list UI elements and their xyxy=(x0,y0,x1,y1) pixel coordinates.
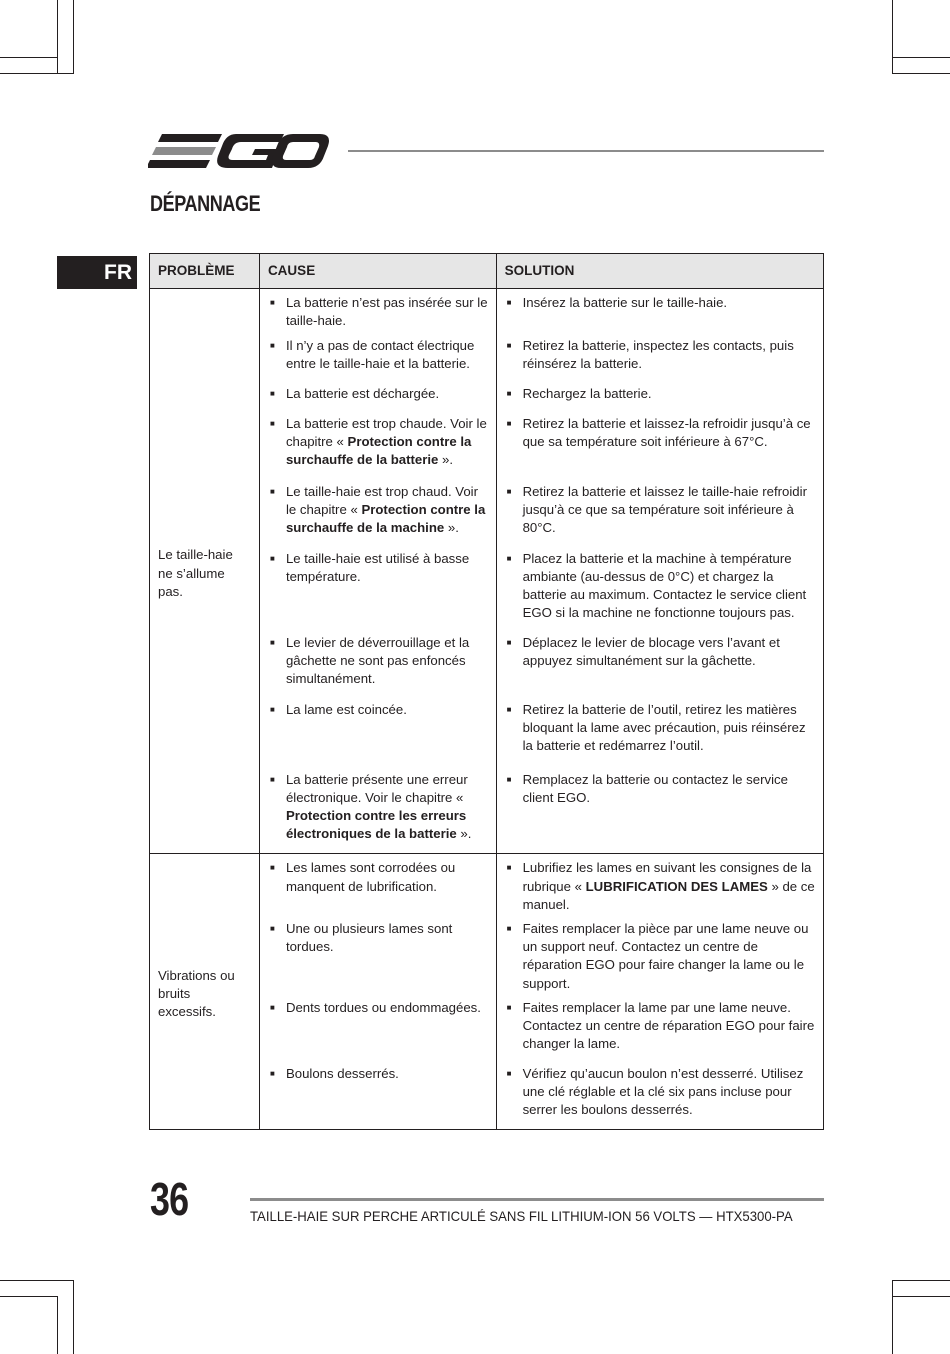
solution-item xyxy=(507,483,815,538)
bullet-square-icon: ■ xyxy=(506,923,512,933)
solution-item-text: Placez la batterie et la machine à température ambiante (au-dessus de 0°C) et chargez la batterie au maximum. Contactez le service client EGO si la machine ne fonctionne toujours pas. xyxy=(522,550,807,621)
solution-item-text: Remplacez la batterie ou contactez le service client EGO. xyxy=(522,771,788,805)
cause-item xyxy=(270,385,488,403)
cause-cell xyxy=(259,415,496,483)
troubleshooting-table xyxy=(149,253,824,1130)
cause-cell xyxy=(259,854,496,920)
solution-item xyxy=(507,1065,815,1120)
solution-item-text: Retirez la batterie de l’outil, retirez les matières bloquant la lame avec précaution, puis réinsérez la batterie et redémarrez l’outil. xyxy=(522,701,806,753)
solution-item xyxy=(507,701,815,756)
cause-cell xyxy=(259,920,496,999)
cause-item xyxy=(270,483,488,538)
solution-item xyxy=(507,385,815,403)
cause-item xyxy=(270,634,488,689)
bullet-square-icon: ■ xyxy=(269,553,275,563)
bullet-square-icon: ■ xyxy=(506,388,512,398)
solution-cell xyxy=(496,337,823,385)
bullet-square-icon: ■ xyxy=(269,637,275,647)
solution-item xyxy=(507,859,815,914)
cause-item-text: La batterie présente une erreur électronique. Voir le chapitre « Protection contre les erreurs électroniques de la batterie ». xyxy=(285,771,472,842)
bullet-square-icon: ■ xyxy=(269,486,275,496)
bullet-square-icon: ■ xyxy=(506,774,512,784)
bullet-square-icon: ■ xyxy=(269,388,275,398)
solution-cell xyxy=(496,920,823,999)
table-header-row xyxy=(150,254,824,289)
cause-item-text: Dents tordues ou endommagées. xyxy=(285,999,481,1015)
solution-cell xyxy=(496,550,823,634)
solution-cell xyxy=(496,385,823,415)
crop-mark xyxy=(57,1296,58,1354)
crop-mark xyxy=(0,1296,57,1297)
cause-cell xyxy=(259,1065,496,1130)
solution-cell xyxy=(496,634,823,701)
cause-cell xyxy=(259,289,496,337)
problem-cell: Le taille-haie ne s’allume pas. xyxy=(150,289,260,854)
bullet-square-icon: ■ xyxy=(269,418,275,428)
bullet-square-icon: ■ xyxy=(269,340,275,350)
header-solution: SOLUTION xyxy=(496,254,823,289)
bullet-square-icon: ■ xyxy=(506,1068,512,1078)
cause-cell xyxy=(259,999,496,1065)
bullet-square-icon: ■ xyxy=(506,1002,512,1012)
bullet-square-icon: ■ xyxy=(506,704,512,714)
cause-cell xyxy=(259,337,496,385)
cause-item xyxy=(270,701,488,719)
bullet-square-icon: ■ xyxy=(506,340,512,350)
bullet-square-icon: ■ xyxy=(269,1002,275,1012)
cause-item-text: La batterie est trop chaude. Voir le chapitre « Protection contre la surchauffe de la batterie ». xyxy=(285,415,487,467)
table-row xyxy=(150,854,824,920)
solution-item xyxy=(507,999,815,1054)
crop-mark xyxy=(892,1280,893,1354)
solution-item xyxy=(507,550,815,623)
cause-item xyxy=(270,337,488,373)
footer-rule xyxy=(250,1198,824,1201)
bullet-square-icon: ■ xyxy=(506,418,512,428)
cause-item xyxy=(270,771,488,844)
cause-item-text: Le taille-haie est utilisé à basse température. xyxy=(285,550,470,584)
bullet-square-icon: ■ xyxy=(506,637,512,647)
page-number: 36 xyxy=(150,1173,189,1225)
crop-mark xyxy=(0,73,73,74)
crop-mark xyxy=(73,0,74,74)
cause-item-text: La batterie n’est pas insérée sur le taille-haie. xyxy=(285,295,488,329)
solution-item-text: Vérifiez qu’aucun boulon n’est desserré. Utilisez une clé réglable et la clé six pans incluse pour serrer les boulons desserrés. xyxy=(522,1065,804,1118)
solution-item-text: Lubrifiez les lames en suivant les consignes de la rubrique « LUBRIFICATION DES LAMES » de ce manuel. xyxy=(522,860,815,912)
crop-mark xyxy=(57,0,58,74)
solution-item xyxy=(507,634,815,670)
cause-item-text: Boulons desserrés. xyxy=(285,1065,399,1081)
cause-item xyxy=(270,415,488,470)
problem-cell: Vibrations ou bruits excessifs. xyxy=(150,854,260,1130)
solution-cell xyxy=(496,771,823,854)
bullet-square-icon: ■ xyxy=(269,704,275,714)
solution-item-text: Faites remplacer la pièce par une lame neuve ou un support neuf. Contactez un centre de réparation EGO pour faire changer la lame ou le support. xyxy=(522,920,809,991)
cause-item xyxy=(270,859,488,895)
solution-item-text: Faites remplacer la lame par une lame neuve. Contactez un centre de réparation EGO pour faire changer la lame. xyxy=(522,999,815,1052)
table-body xyxy=(150,289,824,1130)
ego-logo xyxy=(148,128,333,174)
page-title: DÉPANNAGE xyxy=(150,191,261,216)
solution-item-text: Retirez la batterie, inspectez les contacts, puis réinsérez la batterie. xyxy=(522,337,794,371)
solution-item-text: Rechargez la batterie. xyxy=(522,385,652,401)
cause-cell xyxy=(259,550,496,634)
header-cause: CAUSE xyxy=(259,254,496,289)
crop-mark xyxy=(0,57,57,58)
cause-item-text: Les lames sont corrodées ou manquent de lubrification. xyxy=(285,860,456,894)
solution-cell xyxy=(496,415,823,483)
bullet-square-icon: ■ xyxy=(506,553,512,563)
crop-mark xyxy=(892,57,950,58)
bullet-square-icon: ■ xyxy=(269,774,275,784)
crop-mark xyxy=(892,0,893,74)
cause-item-text: Le levier de déverrouillage et la gâchette ne sont pas enfoncés simultanément. xyxy=(285,634,470,686)
solution-cell xyxy=(496,289,823,337)
cause-item xyxy=(270,550,488,586)
header-rule xyxy=(348,150,824,152)
solution-item-text: Déplacez le levier de blocage vers l’avant et appuyez simultanément sur la gâchette. xyxy=(522,634,780,668)
cause-cell xyxy=(259,483,496,550)
cause-item-text: Le taille-haie est trop chaud. Voir le chapitre « Protection contre la surchauffe de la machine ». xyxy=(285,483,486,535)
solution-item xyxy=(507,415,815,451)
bullet-square-icon: ■ xyxy=(269,923,275,933)
crop-mark xyxy=(73,1280,74,1354)
cause-item-text: La lame est coincée. xyxy=(285,701,407,717)
bullet-square-icon: ■ xyxy=(506,486,512,496)
cause-item xyxy=(270,999,488,1017)
bullet-square-icon: ■ xyxy=(269,863,275,873)
solution-item-text: Insérez la batterie sur le taille-haie. xyxy=(522,295,728,310)
table-row xyxy=(150,289,824,337)
bullet-square-icon: ■ xyxy=(506,863,512,873)
cause-cell xyxy=(259,634,496,701)
cause-item-text: Une ou plusieurs lames sont tordues. xyxy=(285,920,453,955)
bullet-square-icon: ■ xyxy=(269,298,275,307)
solution-item xyxy=(507,920,815,993)
crop-mark xyxy=(892,73,950,74)
bullet-square-icon: ■ xyxy=(269,1068,275,1078)
crop-mark xyxy=(0,1280,73,1281)
solution-item-text: Retirez la batterie et laissez-la refroidir jusqu’à ce que sa température soit inférieure à 67°C. xyxy=(522,415,811,449)
solution-cell xyxy=(496,999,823,1065)
language-tab: FR xyxy=(57,256,137,289)
cause-item-text: Il n’y a pas de contact électrique entre le taille-haie et la batterie. xyxy=(285,337,475,371)
solution-cell xyxy=(496,483,823,550)
solution-item xyxy=(507,337,815,373)
crop-mark xyxy=(892,1280,950,1281)
cause-cell xyxy=(259,385,496,415)
solution-item-text: Retirez la batterie et laissez le taille-haie refroidir jusqu’à ce que sa température soit inférieure à 80°C. xyxy=(522,483,807,535)
cause-item-text: La batterie est déchargée. xyxy=(285,385,440,401)
header-problem: PROBLÈME xyxy=(150,254,260,289)
solution-cell xyxy=(496,701,823,771)
solution-cell xyxy=(496,854,823,920)
footer-product-line: TAILLE-HAIE SUR PERCHE ARTICULÉ SANS FIL LITHIUM-ION 56 VOLTS — HTX5300-PA xyxy=(250,1208,793,1224)
cause-item xyxy=(270,294,488,330)
solution-item xyxy=(507,771,815,807)
cause-item xyxy=(270,1065,488,1083)
bullet-square-icon: ■ xyxy=(506,298,512,307)
solution-item xyxy=(507,294,815,312)
solution-cell xyxy=(496,1065,823,1130)
crop-mark xyxy=(892,1296,950,1297)
cause-cell xyxy=(259,701,496,771)
cause-item xyxy=(270,920,488,956)
cause-cell xyxy=(259,771,496,854)
